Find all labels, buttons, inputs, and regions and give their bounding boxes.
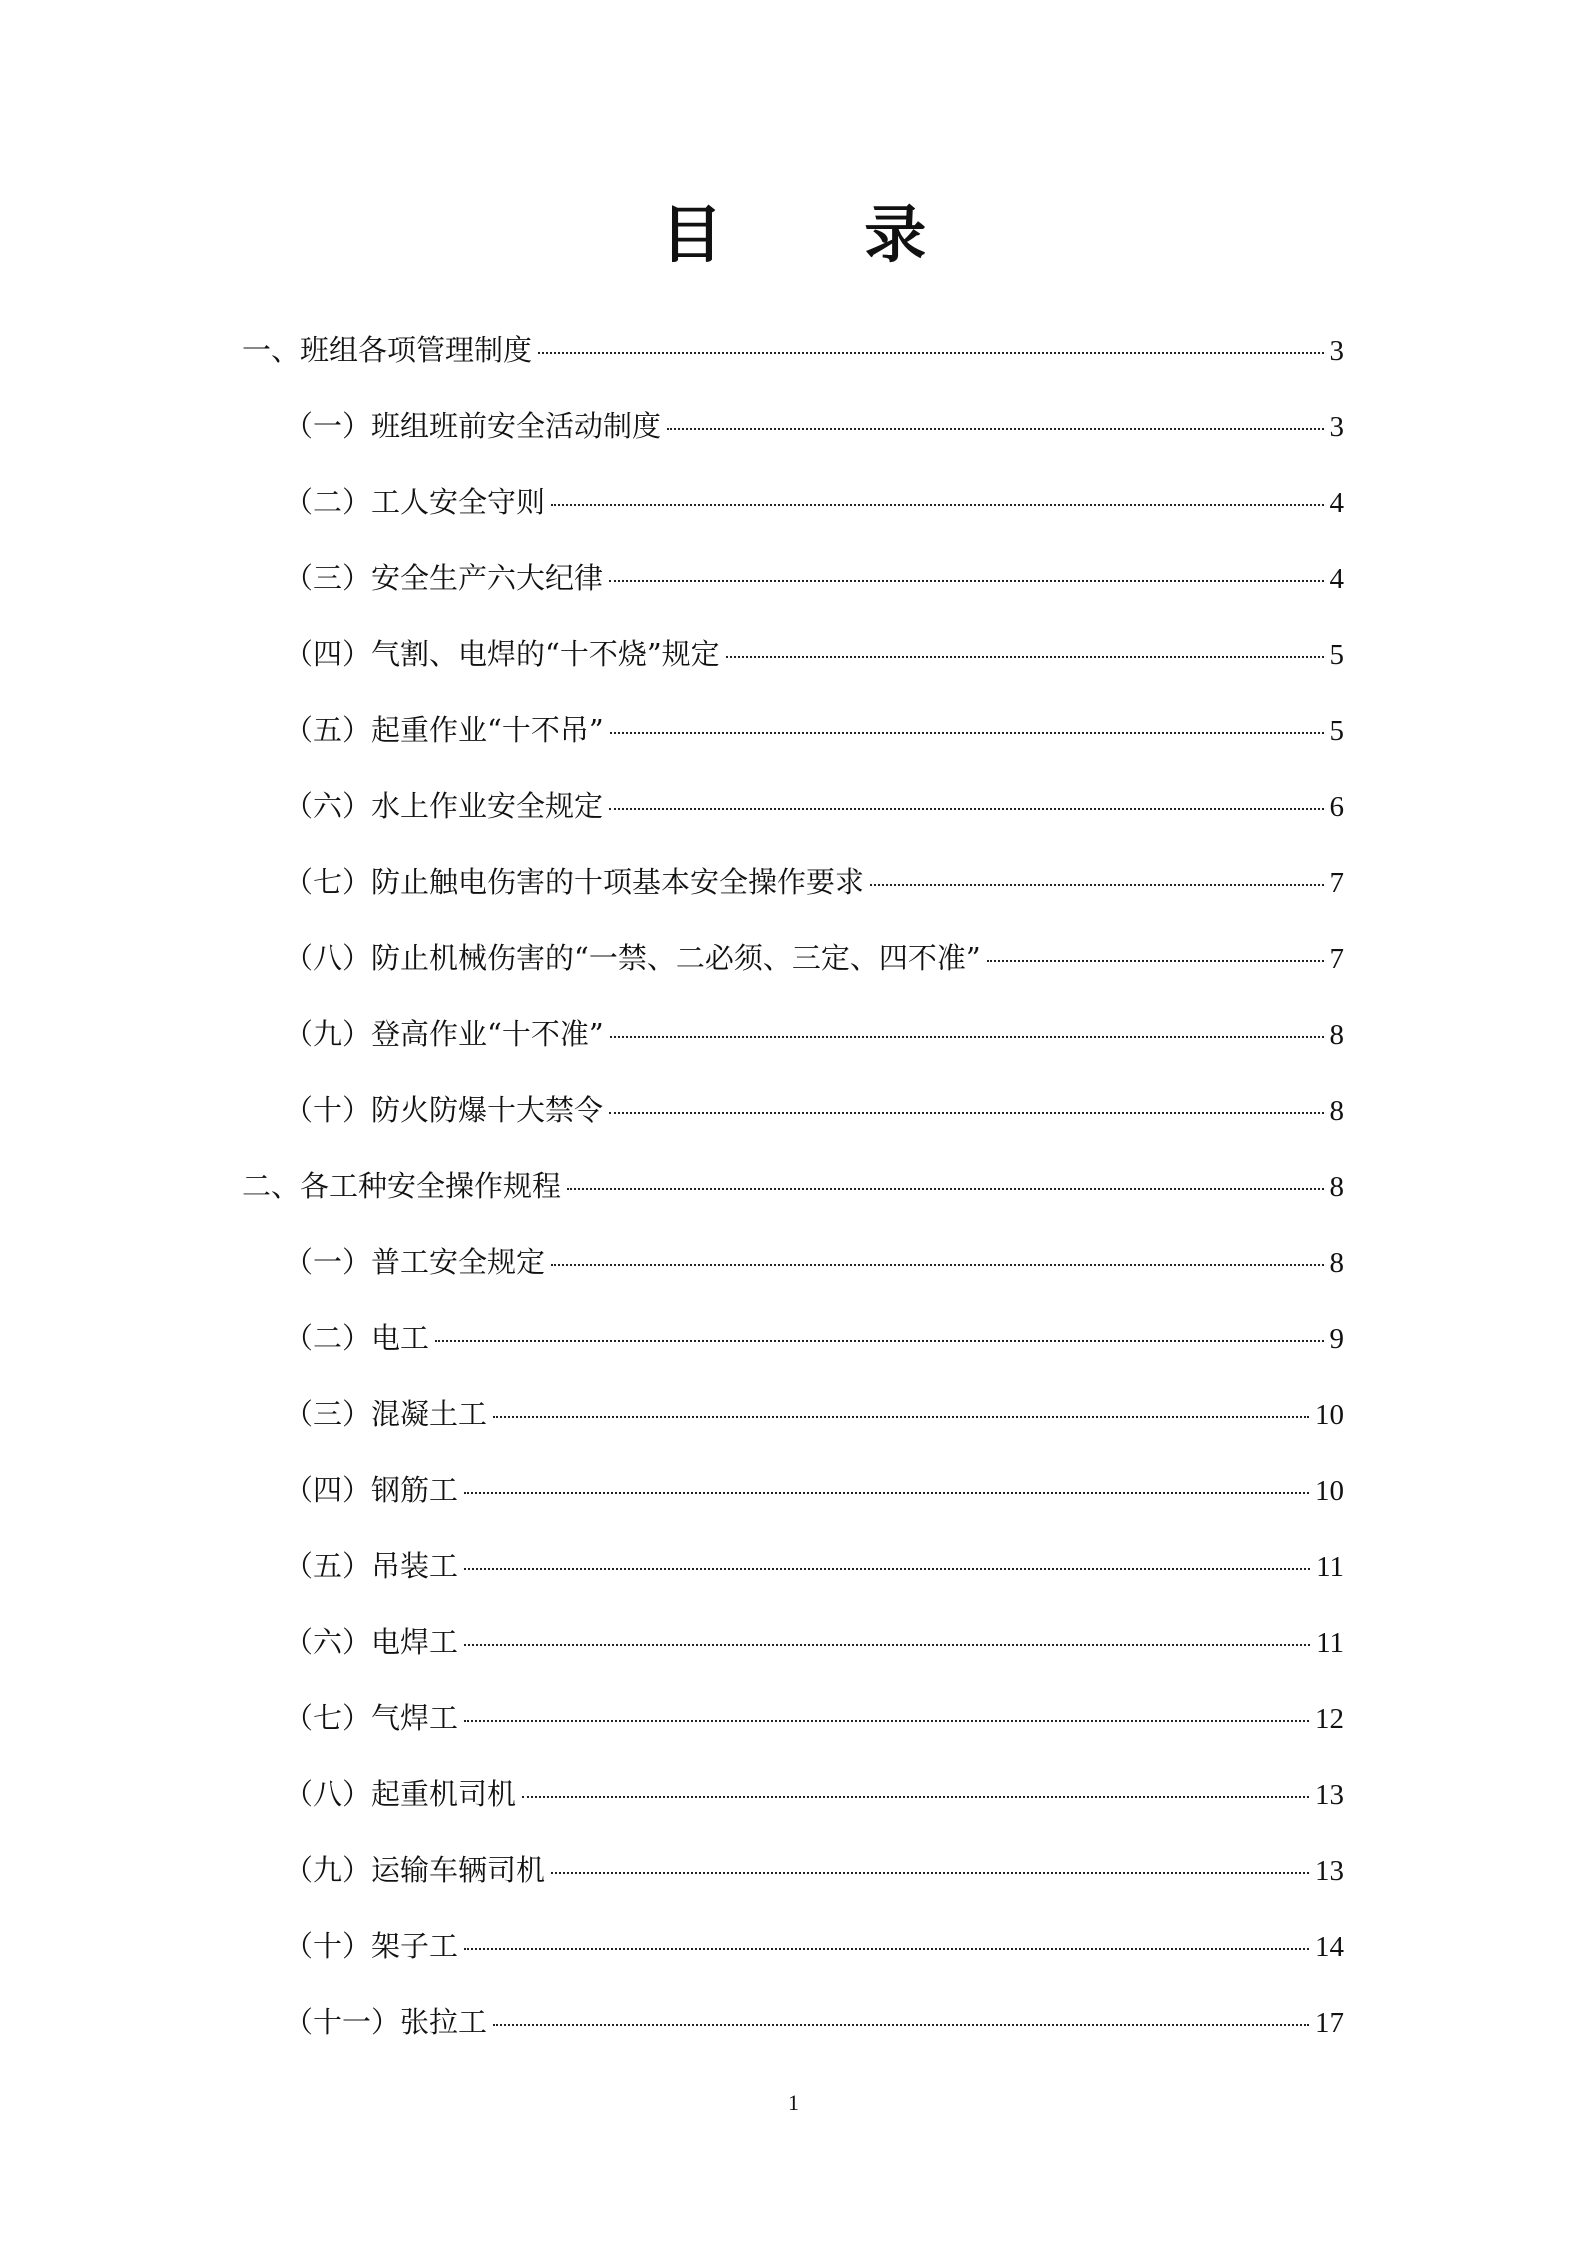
toc-dot-leader <box>464 1492 1309 1494</box>
toc-dot-leader <box>610 1036 1324 1038</box>
toc-entry-page: 14 <box>1315 1931 1344 1963</box>
toc-entry-label: （九）运输车辆司机 <box>284 1853 546 1887</box>
toc-entry-page: 5 <box>1329 639 1344 671</box>
toc-entry-label: （八）防止机械伤害的“一禁、二必须、三定、四不准” <box>284 941 981 975</box>
toc-entry[interactable] <box>242 1004 1344 1080</box>
toc-entry-label: （四）气割、电焊的“十不烧”规定 <box>284 637 720 671</box>
toc-entry-label: （六）电焊工 <box>284 1625 459 1659</box>
toc-entry-label: （一）普工安全规定 <box>284 1245 546 1279</box>
toc-entry[interactable] <box>242 700 1344 776</box>
toc-entry-page: 5 <box>1329 715 1344 747</box>
toc-entry-label: 二、各工种安全操作规程 <box>242 1169 562 1203</box>
toc-entry-page: 10 <box>1315 1475 1344 1507</box>
toc-entry-label: （十一）张拉工 <box>284 2005 488 2039</box>
toc-entry-label: 一、班组各项管理制度 <box>242 333 533 367</box>
toc-entry-label: （七）气焊工 <box>284 1701 459 1735</box>
toc-entry-label: （六）水上作业安全规定 <box>284 789 604 823</box>
toc-entry-page: 11 <box>1316 1551 1344 1583</box>
toc-dot-leader <box>726 656 1324 658</box>
toc-entry-page: 10 <box>1315 1399 1344 1431</box>
toc-dot-leader <box>609 1112 1323 1114</box>
toc-dot-leader <box>667 428 1323 430</box>
toc-dot-leader <box>551 1264 1323 1266</box>
toc-entry-page: 13 <box>1315 1855 1344 1887</box>
toc-dot-leader <box>609 808 1323 810</box>
toc-entry-page: 6 <box>1329 791 1344 823</box>
toc-entry[interactable] <box>242 1536 1344 1612</box>
toc-entry-label: （九）登高作业“十不准” <box>284 1017 604 1051</box>
toc-entry[interactable] <box>242 1916 1344 1992</box>
toc-entry-page: 13 <box>1315 1779 1344 1811</box>
table-of-contents <box>242 320 1344 2068</box>
toc-entry-label: （二）工人安全守则 <box>284 485 546 519</box>
toc-dot-leader <box>870 884 1323 886</box>
toc-entry-page: 7 <box>1329 943 1344 975</box>
toc-entry-page: 17 <box>1315 2007 1344 2039</box>
toc-entry-page: 7 <box>1329 867 1344 899</box>
toc-entry[interactable] <box>242 1840 1344 1916</box>
toc-dot-leader <box>493 2024 1309 2026</box>
toc-entry[interactable] <box>242 320 1344 396</box>
toc-dot-leader <box>609 580 1323 582</box>
toc-entry[interactable] <box>242 1232 1344 1308</box>
toc-entry-label: （八）起重机司机 <box>284 1777 517 1811</box>
toc-dot-leader <box>464 1644 1310 1646</box>
toc-entry-label: （四）钢筋工 <box>284 1473 459 1507</box>
toc-dot-leader <box>551 1872 1309 1874</box>
page-number: 1 <box>788 2090 799 2115</box>
toc-dot-leader <box>522 1796 1309 1798</box>
toc-entry-page: 11 <box>1316 1627 1344 1659</box>
toc-dot-leader <box>464 1720 1309 1722</box>
toc-entry-page: 8 <box>1329 1171 1344 1203</box>
toc-entry-page: 9 <box>1329 1323 1344 1355</box>
toc-entry[interactable] <box>242 1992 1344 2068</box>
toc-entry[interactable] <box>242 472 1344 548</box>
toc-entry[interactable] <box>242 548 1344 624</box>
toc-dot-leader <box>464 1948 1309 1950</box>
toc-dot-leader <box>493 1416 1309 1418</box>
toc-entry[interactable] <box>242 396 1344 472</box>
toc-entry-label: （十）架子工 <box>284 1929 459 1963</box>
toc-entry[interactable] <box>242 624 1344 700</box>
toc-entry-page: 4 <box>1329 563 1344 595</box>
toc-entry[interactable] <box>242 776 1344 852</box>
toc-entry-page: 12 <box>1315 1703 1344 1735</box>
toc-entry[interactable] <box>242 852 1344 928</box>
toc-dot-leader <box>435 1340 1323 1342</box>
toc-entry-label: （三）安全生产六大纪律 <box>284 561 604 595</box>
toc-entry-page: 3 <box>1329 411 1344 443</box>
toc-entry-label: （五）吊装工 <box>284 1549 459 1583</box>
toc-entry-label: （七）防止触电伤害的十项基本安全操作要求 <box>284 865 865 899</box>
toc-dot-leader <box>987 960 1324 962</box>
toc-dot-leader <box>610 732 1324 734</box>
toc-dot-leader <box>551 504 1323 506</box>
toc-entry-page: 3 <box>1329 335 1344 367</box>
toc-entry-page: 8 <box>1329 1247 1344 1279</box>
toc-dot-leader <box>567 1188 1323 1190</box>
toc-entry[interactable] <box>242 1688 1344 1764</box>
toc-entry[interactable] <box>242 1080 1344 1156</box>
toc-entry-label: （五）起重作业“十不吊” <box>284 713 604 747</box>
toc-entry[interactable] <box>242 928 1344 1004</box>
toc-dot-leader <box>538 352 1323 354</box>
toc-entry-label: （十）防火防爆十大禁令 <box>284 1093 604 1127</box>
toc-entry[interactable] <box>242 1460 1344 1536</box>
toc-entry[interactable] <box>242 1612 1344 1688</box>
toc-entry-page: 4 <box>1329 487 1344 519</box>
toc-entry[interactable] <box>242 1156 1344 1232</box>
toc-entry[interactable] <box>242 1764 1344 1840</box>
page-title: 目 录 <box>660 198 987 271</box>
toc-entry-label: （一）班组班前安全活动制度 <box>284 409 662 443</box>
toc-entry-label: （三）混凝土工 <box>284 1397 488 1431</box>
toc-dot-leader <box>464 1568 1310 1570</box>
toc-entry[interactable] <box>242 1384 1344 1460</box>
toc-entry-page: 8 <box>1329 1019 1344 1051</box>
toc-entry[interactable] <box>242 1308 1344 1384</box>
toc-entry-page: 8 <box>1329 1095 1344 1127</box>
toc-entry-label: （二）电工 <box>284 1321 430 1355</box>
